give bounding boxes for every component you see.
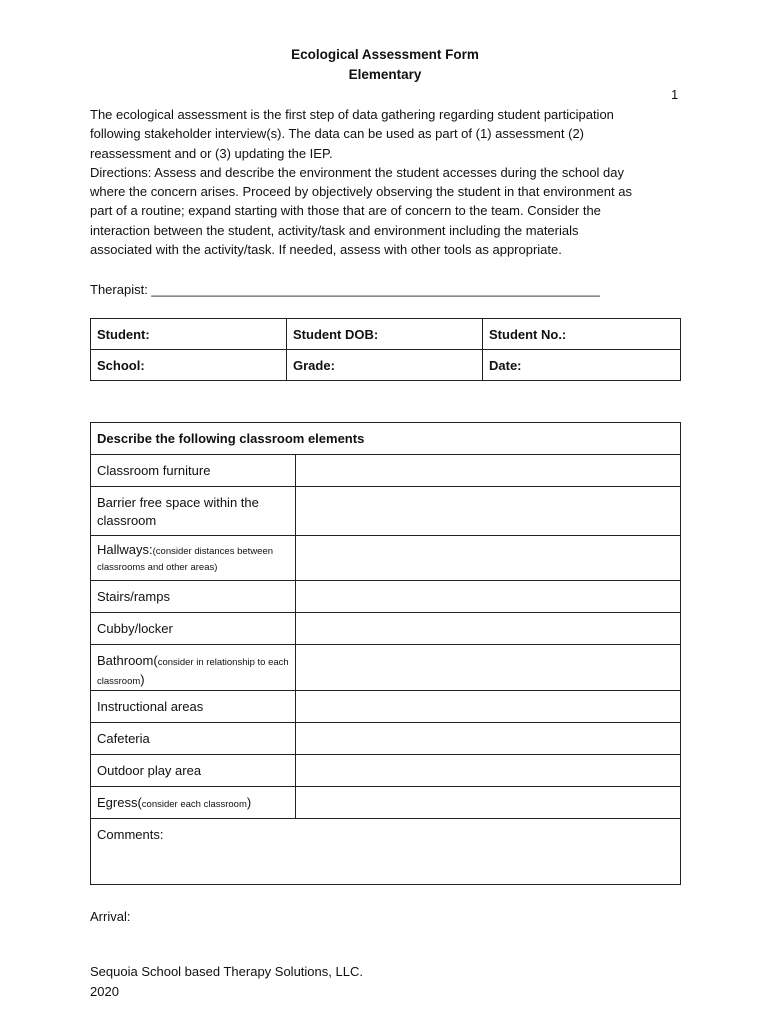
intro-line: part of a routine; expand starting with those that are of concern to the team. Consider the (90, 203, 601, 219)
grade-field[interactable]: Grade: (287, 350, 483, 381)
row-label-outdoor-play-area: Outdoor play area (91, 755, 296, 787)
footer (90, 962, 363, 1002)
therapist-field[interactable]: Therapist: ______________________________________________________________ (90, 282, 600, 297)
row-label-egress: Egress(consider each classroom) (91, 787, 296, 819)
intro-line: Directions: Assess and describe the environment the student accesses during the school day (90, 164, 625, 180)
intro-line: interaction between the student, activity/task and environment including the materials (90, 222, 579, 238)
row-input-barrier-free-space[interactable] (296, 487, 681, 536)
student-field[interactable]: Student: (91, 319, 287, 350)
student-info-table (90, 318, 681, 381)
intro-line: The ecological assessment is the first step of data gathering regarding student participation (90, 107, 614, 122)
student-no-field[interactable]: Student No.: (483, 319, 681, 350)
row-label-cafeteria: Cafeteria (91, 723, 296, 755)
form-title: Ecological Assessment Form (291, 47, 479, 62)
row-label-bathroom: Bathroom(consider in relationship to each classroom) (91, 645, 296, 691)
row-input-cafeteria[interactable] (296, 723, 681, 755)
intro-line: associated with the activity/task. If needed, assess with other tools as appropriate. (90, 242, 562, 258)
comments-field[interactable]: Comments: (91, 819, 681, 885)
row-input-classroom-furniture[interactable] (296, 455, 681, 487)
row-input-instructional-areas[interactable] (296, 691, 681, 723)
row-input-cubby-locker[interactable] (296, 613, 681, 645)
page-number: 1 (671, 87, 679, 102)
date-field[interactable]: Date: (483, 350, 681, 381)
footer-year: 2020 (90, 984, 119, 999)
intro-line: reassessment and or (3) updating the IEP. (90, 145, 333, 161)
row-label-classroom-furniture: Classroom furniture (91, 455, 296, 487)
row-input-bathroom[interactable] (296, 645, 681, 691)
row-label-hallways: Hallways:(consider distances between classrooms and other areas) (91, 536, 296, 581)
student-dob-field[interactable]: Student DOB: (287, 319, 483, 350)
intro-text (90, 105, 690, 259)
row-input-hallways[interactable] (296, 536, 681, 581)
classroom-table-heading: Describe the following classroom elements (91, 423, 681, 455)
intro-line: where the concern arises. Proceed by objectively observing the student in that environment as (90, 184, 632, 200)
row-input-stairs-ramps[interactable] (296, 581, 681, 613)
arrival-label: Arrival: (90, 909, 131, 924)
row-label-cubby-locker: Cubby/locker (91, 613, 296, 645)
school-field[interactable]: School: (91, 350, 287, 381)
row-label-instructional-areas: Instructional areas (91, 691, 296, 723)
row-input-outdoor-play-area[interactable] (296, 755, 681, 787)
intro-line: following stakeholder interview(s). The data can be used as part of (1) assessment (2) (90, 126, 584, 142)
row-label-barrier-free-space: Barrier free space within the classroom (91, 487, 296, 536)
row-label-stairs-ramps: Stairs/ramps (91, 581, 296, 613)
classroom-elements-table (90, 422, 681, 885)
row-input-egress[interactable] (296, 787, 681, 819)
footer-company: Sequoia School based Therapy Solutions, LLC. (90, 964, 363, 979)
form-subtitle: Elementary (348, 67, 422, 82)
